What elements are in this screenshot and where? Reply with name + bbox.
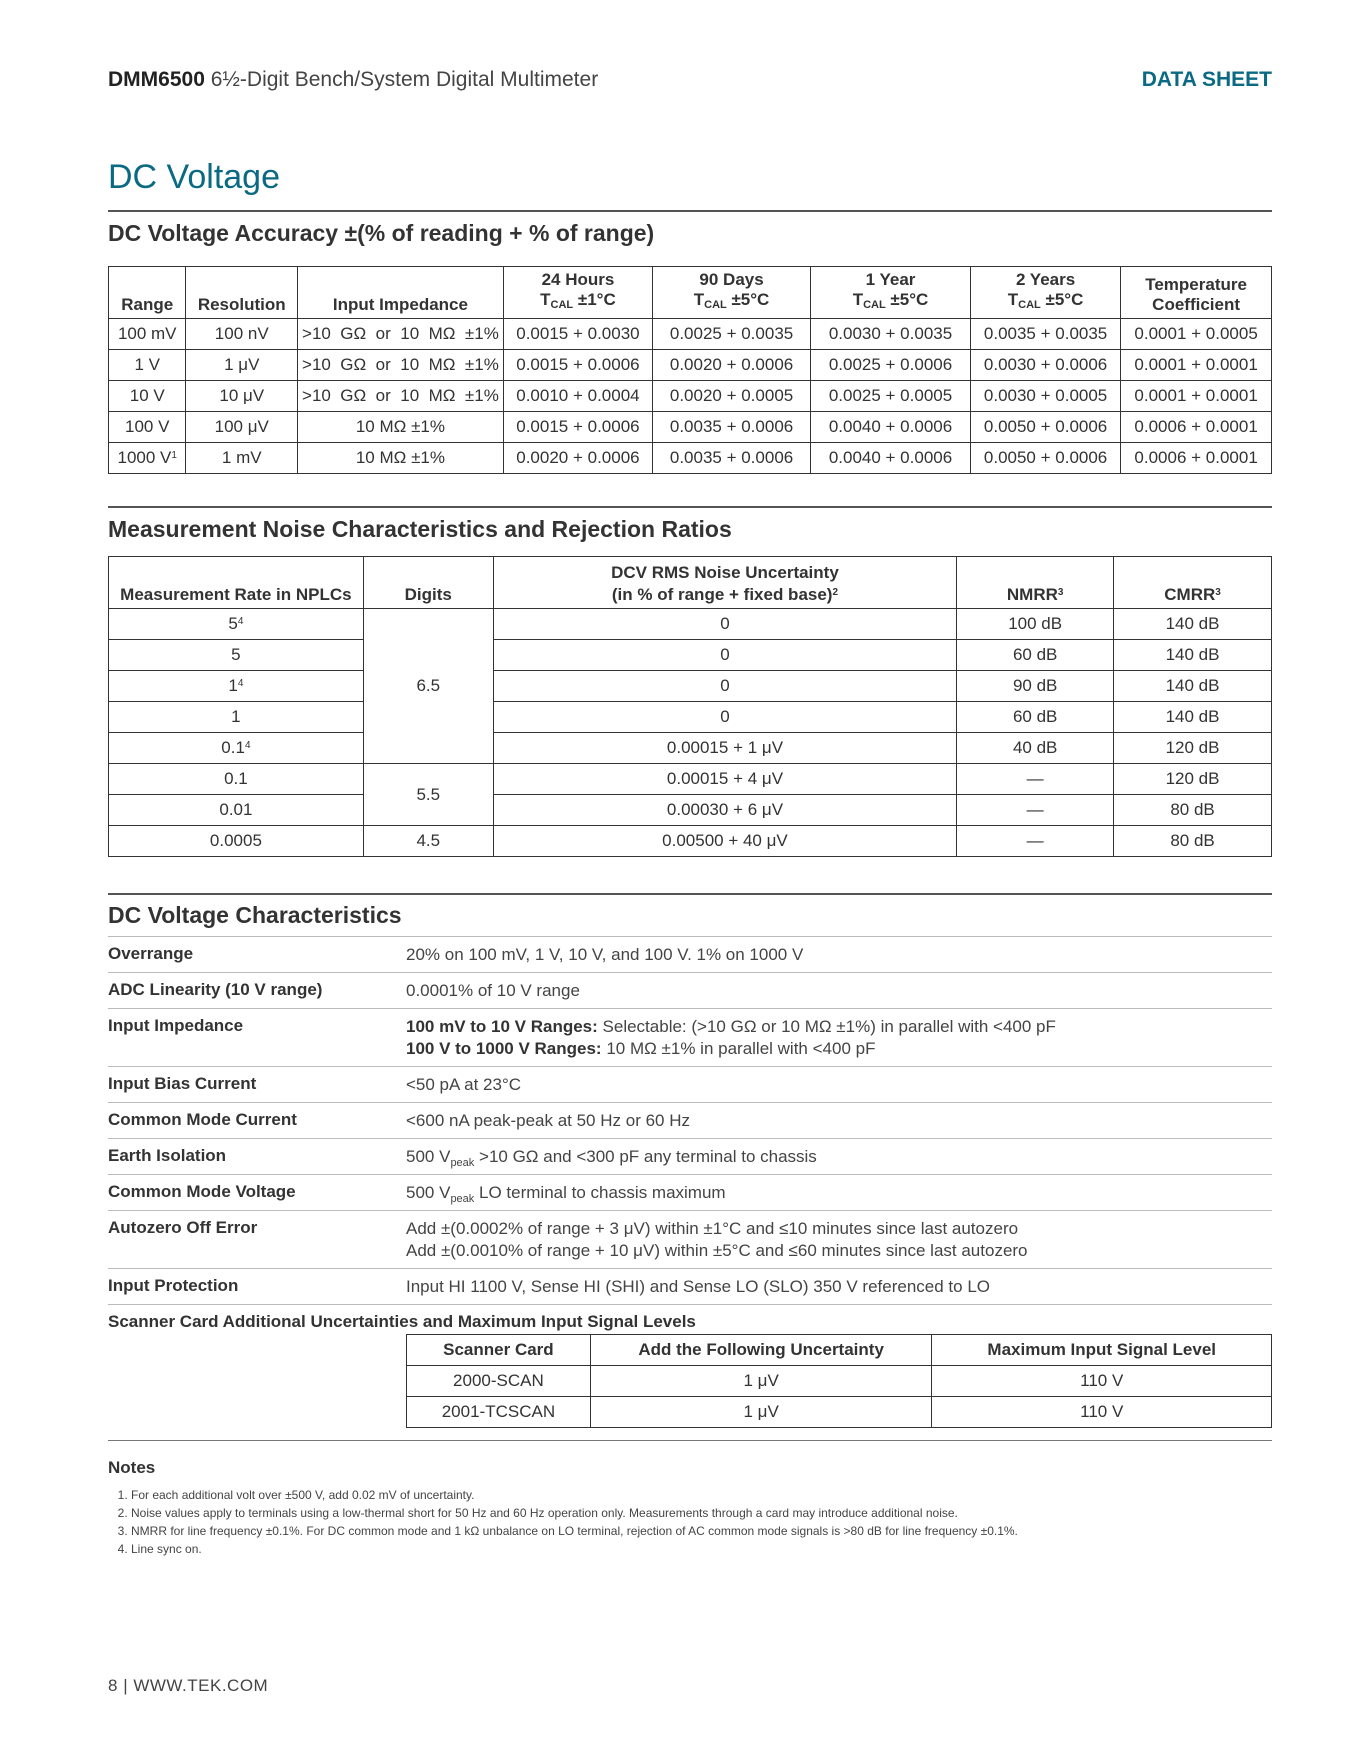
- col-noise: DCV RMS Noise Uncertainty (in % of range + fixed base)$^2$: [493, 557, 957, 609]
- col-range: Range: [109, 267, 186, 319]
- notes-title: Notes: [108, 1458, 156, 1477]
- table-row: 1 0 60 dB 140 dB: [109, 702, 1272, 733]
- divider: [108, 1440, 1272, 1441]
- table-row: 1000 V$^1$ 1 mV 10 MΩ ±1% 0.0020 + 0.0006 0.0035 + 0.0006 0.0040 + 0.0006 0.0050 + 0.0006 0.0006 + 0.0001: [109, 443, 1272, 474]
- list-item: Scanner Card Additional Uncertainties and Maximum Input Signal Levels: [108, 1304, 1272, 1340]
- table-row: 0.0005 4.5 0.00500 + 40 μV — 80 dB: [109, 826, 1272, 857]
- col-cmrr: CMRR$^3$: [1114, 557, 1272, 609]
- list-item: 3. NMRR for line frequency ±0.1%. For DC common mode and 1 kΩ unbalance on LO terminal, rejection of AC common mode signals is >80 dB for line frequency ±0.1%.: [131, 1522, 1272, 1540]
- page-footer: 8 | WWW.TEK.COM: [108, 1676, 269, 1695]
- table-row: 2000-SCAN 1 μV 110 V: [407, 1366, 1272, 1397]
- table-row: 1 V 1 μV >10 GΩ or 10 MΩ ±1% 0.0015 + 0.0006 0.0020 + 0.0006 0.0025 + 0.0006 0.0030 + 0.0006 0.0001 + 0.0001: [109, 350, 1272, 381]
- website-link[interactable]: WWW.TEK.COM: [133, 1676, 269, 1695]
- scanner-table: [406, 1334, 1272, 1428]
- model-name: DMM6500: [108, 68, 205, 91]
- list-item: Earth Isolation 500 $V_{peak} >10$ GΩ and <300 pF any terminal to chassis: [108, 1138, 1272, 1174]
- page-number: 8: [108, 1676, 118, 1695]
- col-1y: 1 Year $T_{CAL} \pm 5^\circ C$: [811, 267, 971, 319]
- col-impedance: Input Impedance: [298, 267, 504, 319]
- accuracy-table: [108, 266, 1272, 474]
- doc-type: DATA SHEET: [1141, 68, 1272, 91]
- noise-title: Measurement Noise Characteristics and Rejection Ratios: [108, 516, 732, 542]
- col-rate: Measurement Rate in NPLCs: [109, 557, 364, 609]
- col-digits: Digits: [363, 557, 493, 609]
- list-item: 4. Line sync on.: [131, 1540, 1272, 1558]
- divider: [108, 210, 1272, 212]
- list-item: Input Bias Current <50 pA at 23°C: [108, 1066, 1272, 1102]
- list-item: Autozero Off Error Add ±(0.0002% of range + 3 μV) within ±1°C and ≤10 minutes since last autozero Add ±(0.0010% of range + 10 μV) within ±5°C and ≤60 minutes since last autozero: [108, 1210, 1272, 1268]
- noise-header-row: [109, 557, 1272, 609]
- table-row: 0.01 0.00030 + 6 μV — 80 dB: [109, 795, 1272, 826]
- digits-cell: 4.5: [363, 826, 493, 857]
- divider: [108, 506, 1272, 508]
- list-item: ADC Linearity (10 V range) 0.0001% of 10 V range: [108, 972, 1272, 1008]
- accuracy-header-row: [109, 267, 1272, 319]
- col-2y: 2 Years $T_{CAL} \pm 5^\circ C$: [970, 267, 1120, 319]
- characteristics-title: DC Voltage Characteristics: [108, 902, 402, 928]
- table-row: 0.1 5.5 0.00015 + 4 μV — 120 dB: [109, 764, 1272, 795]
- table-row: 2001-TCSCAN 1 μV 110 V: [407, 1397, 1272, 1428]
- list-item: Overrange 20% on 100 mV, 1 V, 10 V, and 100 V. 1% on 1000 V: [108, 936, 1272, 972]
- table-row: 100 mV 100 nV >10 GΩ or 10 MΩ ±1% 0.0015 + 0.0030 0.0025 + 0.0035 0.0030 + 0.0035 0.0035 + 0.0035 0.0001 + 0.0005: [109, 319, 1272, 350]
- notes: [108, 1458, 1272, 1558]
- table-row: 0.1$^4$ 0.00015 + 1 μV 40 dB 120 dB: [109, 733, 1272, 764]
- list-item: Input Protection Input HI 1100 V, Sense HI (SHI) and Sense LO (SLO) 350 V referenced to LO: [108, 1268, 1272, 1304]
- digits-cell: 6.5: [363, 609, 493, 764]
- list-item: 2. Noise values apply to terminals using a low-thermal short for 50 Hz and 60 Hz operation only. Measurements through a card may introduce additional noise.: [131, 1504, 1272, 1522]
- notes-list: [108, 1486, 1272, 1558]
- col-resolution: Resolution: [186, 267, 298, 319]
- list-item: Common Mode Voltage 500 $V_{peak}$ LO terminal to chassis maximum: [108, 1174, 1272, 1210]
- table-row: 5 0 60 dB 140 dB: [109, 640, 1272, 671]
- section-title: DC Voltage: [108, 158, 280, 196]
- list-item: 1. For each additional volt over ±500 V, add 0.02 mV of uncertainty.: [131, 1486, 1272, 1504]
- characteristics-list: [108, 936, 1272, 1340]
- col-24h: 24 Hours $T_{CAL} \pm 1^\circ C$: [503, 267, 652, 319]
- table-row: 5$^4$ 6.5 0 100 dB 140 dB: [109, 609, 1272, 640]
- divider: [108, 893, 1272, 895]
- digits-cell: 5.5: [363, 764, 493, 826]
- col-temp: Temperature Coefficient: [1121, 267, 1272, 319]
- table-row: 10 V 10 μV >10 GΩ or 10 MΩ ±1% 0.0010 + 0.0004 0.0020 + 0.0005 0.0025 + 0.0005 0.0030 + 0.0005 0.0001 + 0.0001: [109, 381, 1272, 412]
- page-header: [108, 68, 1272, 92]
- col-90d: 90 Days $T_{CAL} \pm 5^\circ C$: [653, 267, 811, 319]
- accuracy-title: DC Voltage Accuracy ±(% of reading + % of range): [108, 220, 655, 246]
- col-nmrr: NMRR$^3$: [957, 557, 1114, 609]
- scanner-header-row: Scanner Card Add the Following Uncertainty Maximum Input Signal Level: [407, 1335, 1272, 1366]
- table-row: 1$^4$ 0 90 dB 140 dB: [109, 671, 1272, 702]
- table-row: 100 V 100 μV 10 MΩ ±1% 0.0015 + 0.0006 0.0035 + 0.0006 0.0040 + 0.0006 0.0050 + 0.0006 0.0006 + 0.0001: [109, 412, 1272, 443]
- list-item: Common Mode Current <600 nA peak-peak at 50 Hz or 60 Hz: [108, 1102, 1272, 1138]
- header-subtitle: 6½-Digit Bench/System Digital Multimeter: [210, 68, 599, 91]
- noise-table: [108, 556, 1272, 857]
- list-item: Input Impedance 100 mV to 10 V Ranges: Selectable: (>10 GΩ or 10 MΩ ±1%) in parallel with <400 pF 100 V to 1000 V Ranges: 10 MΩ ±1% in parallel with <400 pF: [108, 1008, 1272, 1066]
